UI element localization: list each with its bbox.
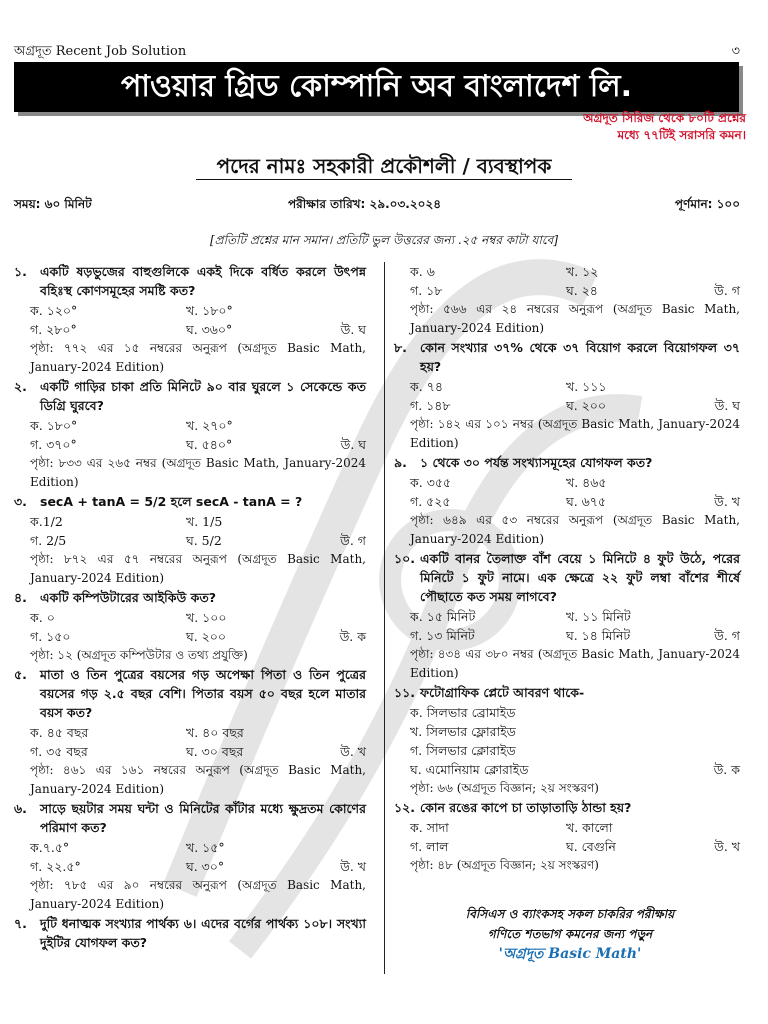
- promo-box: [400, 904, 740, 964]
- options-row: [394, 377, 740, 396]
- question-block: [394, 798, 740, 875]
- option-b: খ. ৪০ বছর: [186, 725, 244, 740]
- reference: পৃষ্ঠা: ৫৬৬ এর ২৪ নম্বরের অনুরূপ (অগ্রদূত Basic Math, January-2024 Edition): [410, 302, 740, 335]
- reference: পৃষ্ঠা: ৬৪৯ এর ৫৩ নম্বরের অনুরূপ (অগ্রদূত Basic Math, January-2024 Edition): [410, 513, 740, 546]
- answer: উ. খ: [340, 859, 366, 874]
- question-text: ১০. একটি বানর তৈলাক্ত বাঁশ বেয়ে ১ মিনিটে ৪ ফুট উঠে, পরের মিনিটে ১ ফুট নামে। এক ক্ষেত্রে ২২ ফুট লম্বা বাঁশের শীর্ষে পৌছাতে কত সময় লাগবে?: [394, 551, 740, 604]
- options-row: [394, 626, 740, 645]
- option-c: গ. ৩৫ বছর: [30, 744, 88, 759]
- option-d: ঘ. ৬৭৫: [566, 494, 607, 509]
- reference: পৃষ্ঠা: ৬৬ (অগ্রদূত বিজ্ঞান; ২য় সংস্করণ): [410, 781, 599, 795]
- reference: পৃষ্ঠা: ৭৮৫ এর ৯০ নম্বরের অনুরূপ (অগ্রদূত Basic Math, January-2024 Edition): [30, 878, 366, 911]
- option-a: ক. ০: [30, 610, 55, 625]
- options-row: [394, 281, 740, 300]
- answer: উ. ক: [339, 629, 366, 644]
- question-number: ৫.: [14, 667, 27, 682]
- banner-title: পাওয়ার গ্রিড কোম্পানি অব বাংলাদেশ লি.: [120, 68, 633, 104]
- option-a: ক. সিলভার ব্রোমাইড: [410, 705, 516, 720]
- options-row: [14, 838, 366, 857]
- reference: পৃষ্ঠা: ১২ (অগ্রদূত কম্পিউটার ও তথ্য প্রযুক্তি): [30, 648, 248, 662]
- option-a: ক.1/2: [30, 514, 63, 529]
- option-d: ঘ. ৩৬০°: [186, 322, 233, 337]
- option-d: ঘ. ২০০: [186, 629, 227, 644]
- option-a: ক. সাদা: [410, 820, 449, 835]
- option-a: ক.৭.৫°: [30, 840, 70, 855]
- promo-line-2: গণিতে শতভাগ কমনের জন্য পড়ুন: [487, 927, 653, 941]
- option-b: খ. কালো: [566, 820, 613, 835]
- exam-date: পরীক্ষার তারিখ: ২৯.০৩.২০২৪: [288, 197, 442, 211]
- question-number: ৯.: [394, 455, 407, 470]
- reference: পৃষ্ঠা: ৪৮ (অগ্রদূত বিজ্ঞান; ২য় সংস্করণ): [410, 858, 599, 872]
- answer: উ. গ: [714, 628, 740, 643]
- question-block: [14, 588, 366, 665]
- question-text: ৮. কোন সংখ্যার ৩৭% থেকে ৩৭ বিয়োগ করলে বিয়োগফল ৩৭ হয়?: [394, 340, 740, 374]
- option-d: ঘ. ২০০: [566, 398, 607, 413]
- answer: উ. ক: [713, 762, 740, 777]
- option-d: ঘ. এমোনিয়াম ক্লোরাইড: [410, 762, 529, 777]
- answer: উ. গ: [340, 533, 366, 548]
- note-line-1: অগ্রদূত সিরিজ থেকে ৮০টি প্রশ্নের: [583, 111, 746, 125]
- question-number: ৪.: [14, 590, 27, 605]
- question-number: ২.: [14, 379, 27, 394]
- question-block: [14, 914, 366, 952]
- options-row: [394, 396, 740, 415]
- option-a: ক. ১৫ মিনিট: [410, 609, 476, 624]
- option-c: গ. ১৫০: [30, 629, 71, 644]
- question-text: ৫. মাতা ও তিন পুত্রের বয়সের গড় অপেক্ষা পিতা ও তিন পুত্রের বয়সের গড় ২.৫ বছর বেশি। পিতার বয়স ৫০ বছর হলে মাতার বয়স কত?: [14, 667, 366, 720]
- option-d: ঘ. ১৪ মিনিট: [566, 628, 631, 643]
- options-row: [14, 742, 366, 761]
- reference: পৃষ্ঠা: ১৪২ এর ১০১ নম্বর (অগ্রদূত Basic Math, January-2024 Edition): [410, 417, 740, 450]
- options-row: [14, 531, 366, 550]
- option-b: খ. ২৭০°: [186, 418, 233, 433]
- left-column: [14, 262, 366, 953]
- option-d: ঘ. বেগুনি: [566, 839, 616, 854]
- marking-instruction: [প্রতিটি প্রশ্নের মান সমান। প্রতিটি ভুল উত্তরের জন্য .২৫ নম্বর কাটা যাবে]: [209, 233, 559, 247]
- question-block-continued: [394, 262, 740, 338]
- question-text: ১. একটি ষড়ভুজের বাহুগুলিকে একই দিকে বর্ধিত করলে উৎপন্ন বহিঃস্থ কোণসমূহের সমষ্টি কত?: [14, 264, 366, 298]
- option-b: খ. ১১ মিনিট: [566, 609, 631, 624]
- question-block: [14, 492, 366, 588]
- option-b: খ. ১৫°: [186, 840, 225, 855]
- option-c: গ. ২২.৫°: [30, 859, 81, 874]
- answer: উ. গ: [714, 283, 740, 298]
- question-block: [14, 377, 366, 492]
- option-d: ঘ. 5/2: [186, 533, 222, 548]
- option-b: খ. ৪৬৫: [566, 475, 607, 490]
- question-block: [394, 683, 740, 798]
- question-number: ১১.: [394, 685, 415, 700]
- question-block: [14, 665, 366, 799]
- note-line-2: মধ্যে ৭৭টিই সরাসরি কমন।: [617, 128, 746, 142]
- option-b: খ. ১১১: [566, 379, 607, 394]
- answer: উ. খ: [340, 744, 366, 759]
- reference: পৃষ্ঠা: ৮৩৩ এর ২৬৫ নম্বর (অগ্রদূত Basic Math, January-2024 Edition): [30, 456, 366, 489]
- question-number: ৭.: [14, 916, 27, 931]
- question-text: ১২. কোন রঙের কাপে চা তাড়াতাড়ি ঠান্ডা হয়?: [394, 800, 632, 815]
- company-banner: [14, 62, 739, 112]
- options-row: [14, 416, 366, 435]
- option-c: গ. ২৮০°: [30, 322, 77, 337]
- option-d: ঘ. ৫৪০°: [186, 437, 233, 452]
- option-c: গ. ১৪৮: [410, 398, 451, 413]
- option-c: গ. ১৮: [410, 283, 443, 298]
- answer: উ. খ: [714, 839, 740, 854]
- question-text: ৯. ১ থেকে ৩০ পর্যন্ত সংখ্যাসমূহের যোগফল কত?: [394, 455, 653, 470]
- options-row: [394, 473, 740, 492]
- source-label: অগ্রদূত Recent Job Solution: [14, 44, 187, 59]
- options-row: [14, 723, 366, 742]
- options-row: [14, 627, 366, 646]
- answer: উ. ঘ: [340, 437, 366, 452]
- option-c: গ. সিলভার ক্লোরাইড: [410, 743, 516, 758]
- reference: পৃষ্ঠা: ৪৬১ এর ১৬১ নম্বরের অনুরূপ (অগ্রদূত Basic Math, January-2024 Edition): [30, 763, 366, 796]
- question-text: ১১. ফটোগ্রাফিক প্লেটে আবরণ থাকে-: [394, 685, 585, 700]
- post-title-underline: [196, 179, 572, 180]
- exam-time: সময়: ৬০ মিনিট: [14, 197, 92, 211]
- option-c: গ. ১৩ মিনিট: [410, 628, 475, 643]
- option-a: ক. ১২০°: [30, 303, 78, 318]
- option-d: ঘ. ২৪: [566, 283, 598, 298]
- option-c: গ. লাল: [410, 839, 449, 854]
- post-title: পদের নামঃ সহকারী প্রকৌশলী / ব্যবস্থাপক: [216, 154, 552, 178]
- question-number: ৩.: [14, 494, 27, 509]
- column-divider: [384, 262, 385, 974]
- question-text: ৬. সাড়ে ছয়টার সময় ঘন্টা ও মিনিটের কাঁটার মধ্যে ক্ষুদ্রতম কোণের পরিমাণ কত?: [14, 801, 366, 835]
- promo-brand: 'অগ্রদূত Basic Math': [498, 946, 642, 962]
- option-c: গ. ৩৭০°: [30, 437, 77, 452]
- options-row: [14, 301, 366, 320]
- page-number: ৩: [731, 44, 740, 59]
- question-block: [14, 262, 366, 377]
- option-a: ক. ৩৫৫: [410, 475, 452, 490]
- options-row: [14, 320, 366, 339]
- question-number: ১০.: [394, 551, 415, 566]
- question-number: ১.: [14, 264, 27, 279]
- reference: পৃষ্ঠা: ৮৭২ এর ৫৭ নম্বরের অনুরূপ (অগ্রদূত Basic Math, January-2024 Edition): [30, 552, 366, 585]
- options-row: [394, 492, 740, 511]
- option-d-row: [394, 760, 740, 779]
- option-a: ক. ৪৫ বছর: [30, 725, 89, 740]
- question-block: [394, 338, 740, 453]
- full-marks: পূর্ণমান: ১০০: [674, 197, 740, 211]
- option-a: ক. ১৮০°: [30, 418, 78, 433]
- question-text: ৪. একটি কম্পিউটারের আইকিউ কত?: [14, 590, 216, 605]
- question-block: [394, 453, 740, 549]
- option-a: ক. ৭৪: [410, 379, 443, 394]
- options-row: [14, 435, 366, 454]
- options-row: [394, 262, 740, 281]
- question-block: [394, 549, 740, 683]
- option-b: খ. সিলভার ফ্লোরাইড: [410, 724, 516, 739]
- options-row: [14, 608, 366, 627]
- reference: পৃষ্ঠা: ৪৩৪ এর ৩৮০ নম্বর (অগ্রদূত Basic Math, January-2024 Edition): [410, 647, 740, 680]
- question-text: ৩. secA + tanA = 5/2 হলে secA - tanA = ?: [14, 494, 303, 509]
- promo-line-1: বিসিএস ও ব্যাংকসহ সকল চাকরির পরীক্ষায়: [465, 907, 675, 921]
- options-row: [394, 837, 740, 856]
- answer: উ. ঘ: [714, 398, 740, 413]
- question-number: ১২.: [394, 800, 415, 815]
- question-text: ২. একটি গাড়ির চাকা প্রতি মিনিটে ৯০ বার ঘুরলে ১ সেকেন্ডে কত ডিগ্রি ঘুরবে?: [14, 379, 366, 413]
- option-d: ঘ. ৩০°: [186, 859, 225, 874]
- option-c: গ. ৫২৫: [410, 494, 451, 509]
- option-b: খ. ১০০: [186, 610, 227, 625]
- option-b: খ. 1/5: [186, 514, 223, 529]
- option-b: খ. ১২: [566, 264, 599, 279]
- options-row: [394, 607, 740, 626]
- option-c: গ. 2/5: [30, 533, 67, 548]
- options-row: [394, 818, 740, 837]
- answer: উ. ঘ: [340, 322, 366, 337]
- question-block: [14, 799, 366, 914]
- question-text: ৭. দুটি ধনাত্মক সংখ্যার পার্থক্য ৬। এদের বর্গের পার্থক্য ১০৮। সংখ্যা দুইটির যোগফল কত?: [14, 916, 366, 950]
- right-column: [394, 262, 740, 875]
- question-number: ৬.: [14, 801, 27, 816]
- option-d: ঘ. ৩০ বছর: [186, 744, 244, 759]
- option-b: খ. ১৮০°: [186, 303, 233, 318]
- option-a: ক. ৬: [410, 264, 435, 279]
- options-row: [14, 512, 366, 531]
- reference: পৃষ্ঠা: ৭৭২ এর ১৫ নম্বরের অনুরূপ (অগ্রদূত Basic Math, January-2024 Edition): [30, 341, 366, 374]
- common-note: [506, 110, 746, 144]
- question-number: ৮.: [394, 340, 407, 355]
- options-row: [14, 857, 366, 876]
- answer: উ. খ: [714, 494, 740, 509]
